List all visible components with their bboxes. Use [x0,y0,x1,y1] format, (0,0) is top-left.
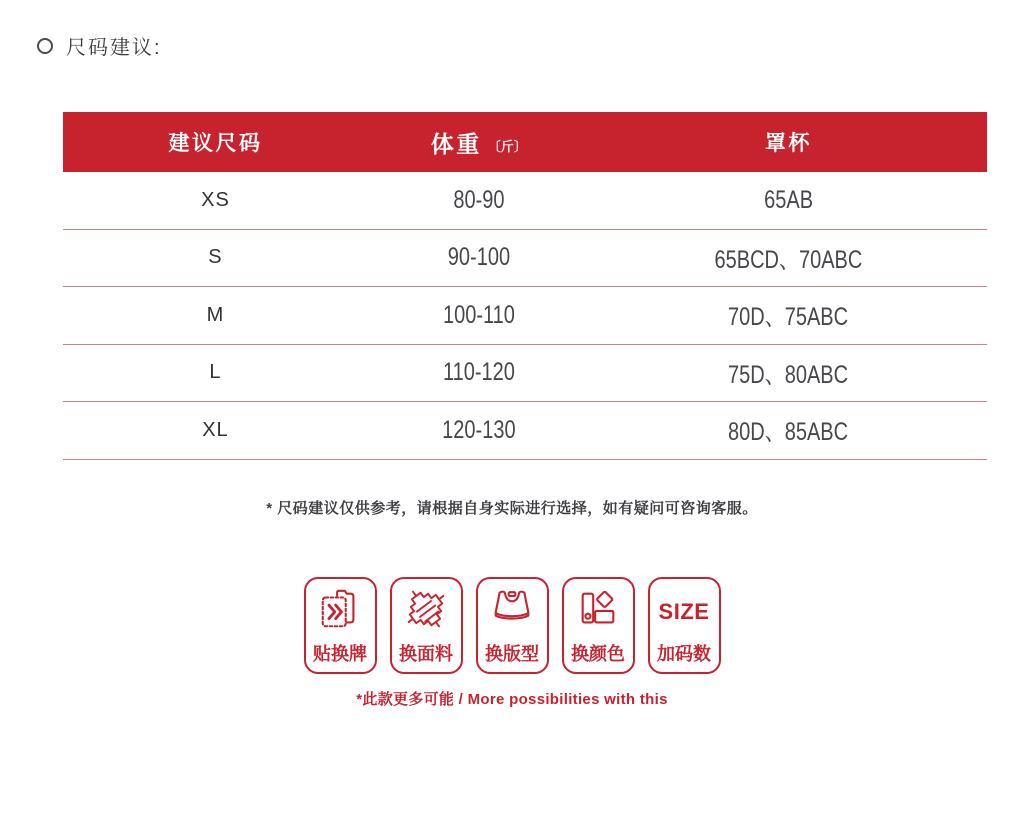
size-table-header-row [63,112,987,172]
weight-value: 90-100 [368,229,590,287]
weight-value: 110-120 [368,344,590,402]
size-row-xl [63,402,987,460]
weight-unit-label: 〔斤〕 [487,138,527,154]
circle-bullet-icon [37,38,53,54]
size-disclaimer-note: * 尺码建议仅供参考，请根据自身实际进行选择，如有疑问可咨询客服。 [266,500,758,517]
column-header-weight: 体重 〔斤〕 [368,112,590,172]
weight-value: 100-110 [368,287,590,345]
badges-caption: *此款更多可能 / More possibilities with this [356,691,668,708]
tag-swap-icon [317,586,363,632]
weight-value: 120-130 [368,402,590,460]
column-header-cup: 罩杯 [590,112,987,172]
feature-badges-row [0,577,1024,674]
feature-badge-color-swap [562,577,635,674]
fabric-swatch-icon [403,586,449,632]
feature-badge-style-swap [476,577,549,674]
size-value: L [63,344,368,402]
feature-badge-tag-swap [304,577,377,674]
cup-value: 65AB [590,172,987,229]
badge-label: 换颜色 [571,644,625,664]
feature-badge-plus-size [648,577,721,674]
column-header-size: 建议尺码 [63,112,368,172]
size-row-m [63,287,987,345]
size-table [63,112,987,460]
color-swatches-icon [575,586,621,632]
size-row-s [63,229,987,287]
section-title [37,31,162,60]
badge-label: 贴换牌 [313,644,367,664]
size-value: XL [63,402,368,460]
cup-value: 65BCD、70ABC [590,229,987,287]
size-row-xs [63,172,987,229]
cup-value: 70D、75ABC [590,287,987,345]
badge-label: 加码数 [657,644,711,664]
size-value: M [63,287,368,345]
size-wordmark: SIZE [658,599,710,624]
cup-value: 75D、80ABC [590,344,987,402]
sports-bra-icon [489,586,535,632]
badge-label: 换版型 [485,644,539,664]
size-value: S [63,229,368,287]
size-row-l [63,344,987,402]
feature-badge-fabric-swap [390,577,463,674]
cup-value: 80D、85ABC [590,402,987,460]
size-value: XS [63,172,368,229]
section-title-text: 尺码建议: [66,37,162,59]
weight-value: 80-90 [368,172,590,229]
badge-label: 换面料 [399,644,453,664]
